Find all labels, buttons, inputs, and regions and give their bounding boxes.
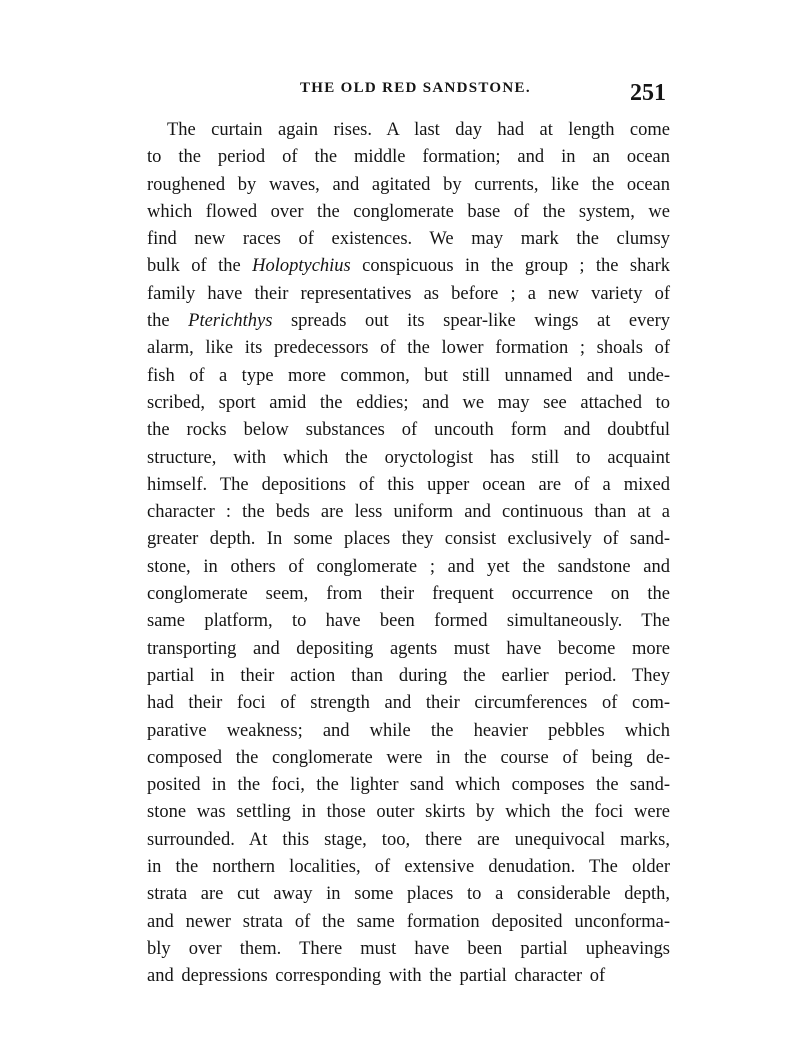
text-line: alarm, like its predecessors of the lower formation ; shoals of — [147, 338, 670, 359]
text-line: himself. The depositions of this upper ocean are of a mixed — [147, 474, 670, 495]
text-line: roughened by waves, and agitated by currents, like the ocean — [147, 174, 670, 195]
text-line: The curtain again rises. A last day had at length come — [167, 120, 670, 140]
text-line: parative weakness; and while the heavier pebbles which — [147, 720, 670, 741]
text-line: fish of a type more common, but still unnamed and unde- — [147, 365, 670, 386]
text-line: the Pterichthys spreads out its spear-like wings at every — [147, 311, 670, 332]
text-line: transporting and depositing agents must have become more — [147, 638, 670, 659]
body-paragraph — [147, 117, 670, 991]
text-line: same platform, to have been formed simultaneously. The — [147, 611, 670, 632]
text-line: the rocks below substances of uncouth form and doubtful — [147, 420, 670, 441]
text-line: strata are cut away in some places to a considerable depth, — [147, 884, 670, 905]
text-line: partial in their action than during the earlier period. They — [147, 665, 670, 686]
text-line: find new races of existences. We may mark the clumsy — [147, 229, 670, 250]
text-line: scribed, sport amid the eddies; and we may see attached to — [147, 392, 670, 413]
text-line: family have their representatives as before ; a new variety of — [147, 283, 670, 304]
page-number: 251 — [630, 80, 666, 106]
text-line: stone was settling in those outer skirts by which the foci were — [147, 802, 670, 823]
text-line: and depressions corresponding with the partial character of — [147, 966, 606, 987]
text-line: greater depth. In some places they consist exclusively of sand- — [147, 529, 670, 550]
running-head-title: THE OLD RED SANDSTONE. — [300, 80, 531, 96]
text-line: structure, with which the oryctologist has still to acquaint — [147, 447, 670, 468]
text-line: conglomerate seem, from their frequent occurrence on the — [147, 584, 670, 605]
text-line: character : the beds are less uniform and continuous than at a — [147, 502, 670, 523]
text-line: bly over them. There must have been partial upheavings — [147, 938, 670, 959]
text-line: and newer strata of the same formation deposited unconforma- — [147, 911, 670, 932]
text-line: surrounded. At this stage, too, there are unequivocal marks, — [147, 829, 670, 850]
text-line: to the period of the middle formation; and in an ocean — [147, 147, 670, 168]
text-line: bulk of the Holoptychius conspicuous in the group ; the shark — [147, 256, 670, 277]
text-line: posited in the foci, the lighter sand which composes the sand- — [147, 775, 670, 796]
text-line: which flowed over the conglomerate base of the system, we — [147, 201, 670, 222]
text-line: stone, in others of conglomerate ; and yet the sandstone and — [147, 556, 670, 577]
text-line: had their foci of strength and their circumferences of com- — [147, 693, 670, 714]
text-line: composed the conglomerate were in the course of being de- — [147, 747, 670, 768]
text-line: in the northern localities, of extensive denudation. The older — [147, 857, 670, 878]
